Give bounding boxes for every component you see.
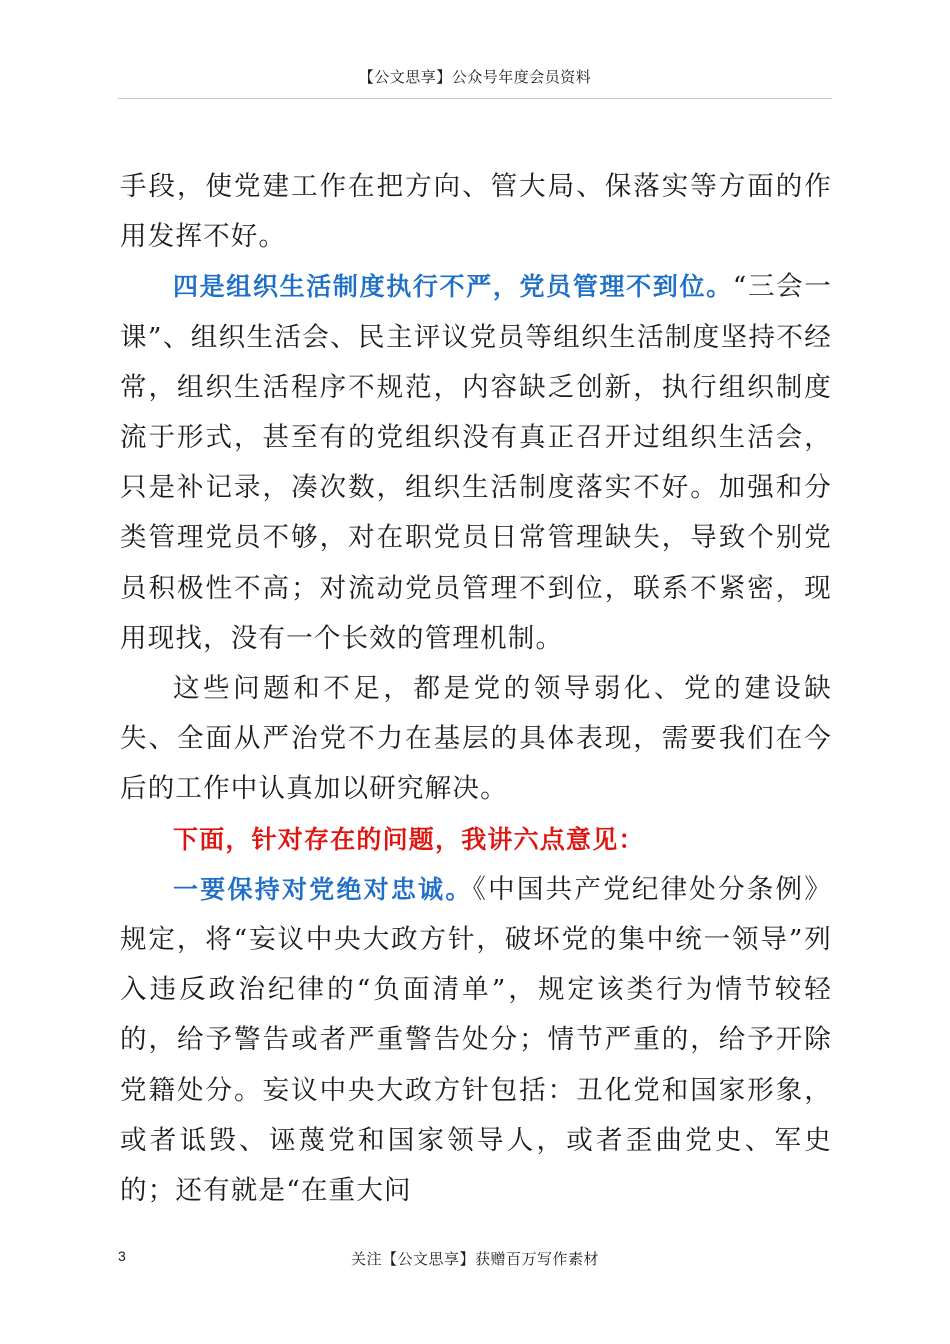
- document-body: [120, 162, 832, 1216]
- paragraph-loyalty: [120, 865, 832, 1216]
- paragraph-lead-heading: 一要保持对党绝对忠诚。: [173, 874, 473, 904]
- paragraph-text: “三会一课”、组织生活会、民主评议党员等组织生活制度坚持不经常，组织生活程序不规范，内容缺乏创新，执行组织制度流于形式，甚至有的党组织没有真正召开过组织生活会，只是补记录，凑次数，组织生活制度落实不好。加强和分类管理党员不够，对在职党员日常管理缺失，导致个别党员积极性不高；对流动党员管理不到位，联系不紧密，现用现找，没有一个长效的管理机制。: [120, 271, 832, 654]
- paragraph-continuation: [120, 162, 832, 262]
- paragraph-text: 《中国共产党纪律处分条例》规定，将“妄议中央大政方针，破坏党的集中统一领导”列入违反政治纪律的“负面清单”，规定该类行为情节较轻的，给予警告或者严重警告处分；情节严重的，给予开除党籍处分。妄议中央大政方针包括：丑化党和国家形象，或者诋毁、诬蔑党和国家领导人，或者歪曲党史、军史的；还有就是“在重大问: [120, 873, 832, 1207]
- paragraph-transition: [120, 815, 832, 865]
- paragraph-text: 手段，使党建工作在把方向、管大局、保落实等方面的作用发挥不好。: [120, 171, 832, 253]
- header-divider: [118, 98, 832, 99]
- paragraph-summary: [120, 664, 832, 815]
- paragraph-org-life: [120, 262, 832, 664]
- paragraph-lead-heading: 四是组织生活制度执行不严，党员管理不到位。: [173, 272, 733, 302]
- page-footer: 关注【公文思享】获赠百万写作素材: [350, 1250, 599, 1268]
- paragraph-lead-heading-red: 下面，针对存在的问题，我讲六点意见：: [173, 824, 645, 854]
- paragraph-text: 这些问题和不足，都是党的领导弱化、党的建设缺失、全面从严治党不力在基层的具体表现，需要我们在今后的工作中认真加以研究解决。: [120, 673, 832, 805]
- page-number: 3: [118, 1248, 126, 1264]
- page-header: 【公文思享】公众号年度会员资料: [358, 68, 592, 86]
